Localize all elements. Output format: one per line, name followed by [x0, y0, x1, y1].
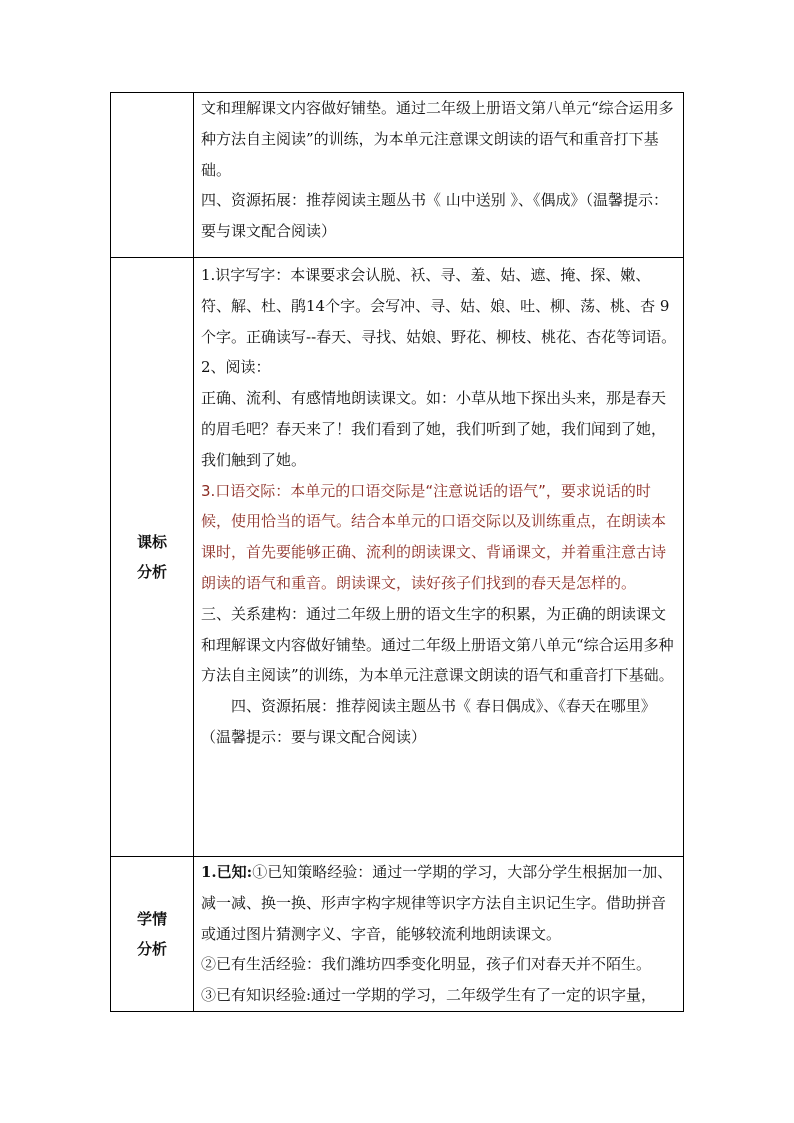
- curriculum-analysis-cell: [194, 258, 684, 857]
- resource-text: 四、资源拓展：推荐阅读主题丛书《 山中送别 》、《偶成》（温馨提示：要与课文配合阅读）: [201, 191, 669, 241]
- known-heading: 1.已知:: [201, 863, 253, 881]
- resource-text: 四、资源拓展：推荐阅读主题丛书《 春日偶成》、《春天在哪里》（温馨提示：要与课文配合阅读）: [201, 697, 656, 746]
- relation-text: 文和理解课文内容做好铺垫。通过二年级上册语文第八单元“综合运用多种方法自主阅读”的训练，为本单元注意课文朗读的语气和重音打下基础。: [201, 99, 674, 179]
- continuation-cell: [194, 93, 684, 258]
- life-experience-text: ②已有生活经验：我们潍坊四季变化明显，孩子们对春天并不陌生。: [201, 955, 652, 974]
- student-analysis-label: 学情 分析: [111, 857, 194, 1012]
- reading-heading: 2、阅读：: [201, 358, 271, 377]
- table-row-student-analysis: [111, 857, 684, 1012]
- relation-text: 三、关系建构：通过二年级上册的语文生字的积累，为正确的朗读课文和理解课文内容做好铺垫。通过二年级上册语文第八单元“综合运用多种方法自主阅读”的训练，为本单元注意课文朗读的语气和重音打下基础。: [201, 604, 674, 685]
- known-body: ①已知策略经验：通过一学期的学习，大部分学生根据加一加、减一减、换一换、形声字构字规律等识字方法自主识记生字。借助拼音或通过图片猜测字义、字音，能够较流利地朗读课文。: [201, 863, 673, 943]
- lesson-plan-table: [110, 92, 684, 1012]
- reading-text: 正确、流利、有感情地朗读课文。如：小草从地下探出头来，那是春天的眉毛吧？春天来了！我们看到了她，我们听到了她，我们闻到了她，我们触到了她。: [201, 389, 667, 469]
- row-label-empty: [111, 93, 194, 258]
- student-analysis-cell: [194, 857, 684, 1012]
- table-row-continuation: [111, 93, 684, 258]
- table-row-curriculum-analysis: [111, 258, 684, 857]
- literacy-text: 1.识字写字：本课要求会认脱、袄、寻、羞、姑、遮、掩、探、嫩、符、解、杜、鹃14个字。会写冲、寻、姑、娘、吐、柳、荡、桃、杏 9个字。正确读写--春天、寻找、姑娘、野花、柳枝、桃花、杏花等词语。: [201, 266, 677, 346]
- oral-communication-text: 3.口语交际：本单元的口语交际是“注意说话的语气”，要求说话的时候，使用恰当的语气。结合本单元的口语交际以及训练重点，在朗读本课时，首先要能够正确、流利的朗读课文、背诵课文，并着重注意古诗朗读的语气和重音。朗读课文，读好孩子们找到的春天是怎样的。: [201, 481, 667, 592]
- curriculum-analysis-label: 课标 分析: [111, 258, 194, 857]
- known-text: [201, 857, 677, 949]
- knowledge-experience-text: ③已有知识经验:通过一学期的学习，二年级学生有了一定的识字量，: [201, 986, 657, 1005]
